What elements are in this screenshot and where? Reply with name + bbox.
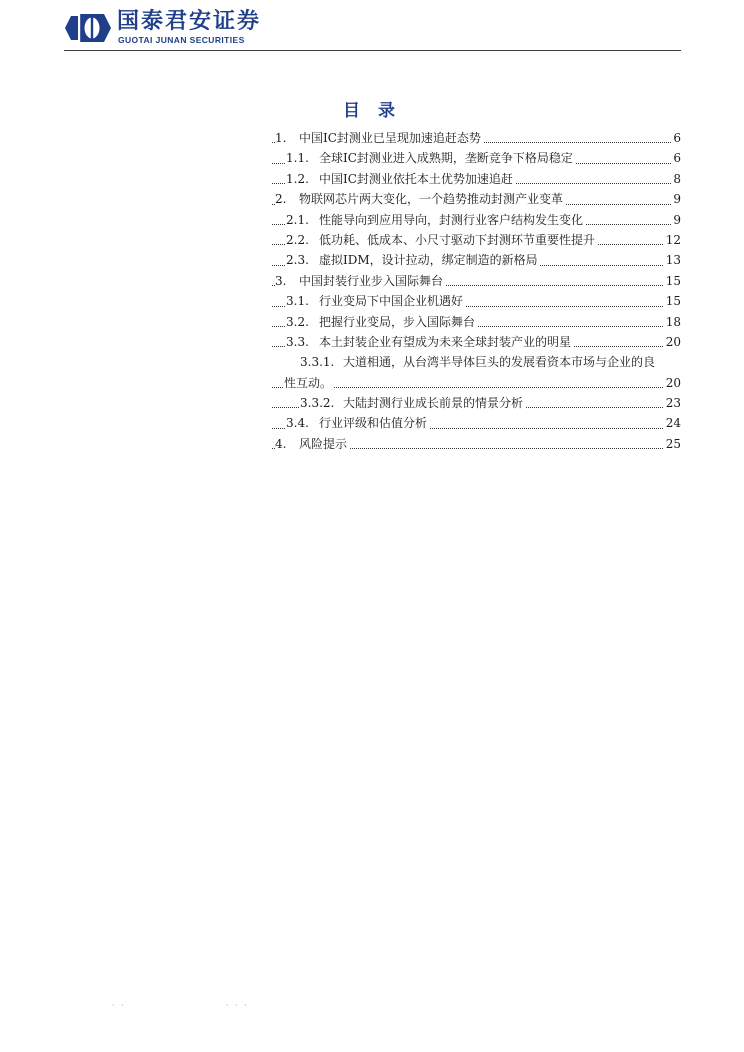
toc-entry[interactable]	[272, 230, 681, 250]
toc-entry-title: 行业变局下中国企业机遇好	[319, 294, 464, 309]
footer-mark: · ·	[112, 1001, 126, 1010]
toc-entry-number: 2.	[275, 192, 287, 207]
toc-entry-title: 中国封装行业步入国际舞台	[299, 273, 444, 288]
toc-entry-number: 3.2.	[286, 314, 309, 329]
page-header	[0, 0, 744, 52]
toc-entry-title: 大陆封测行业成长前景的情景分析	[343, 396, 524, 411]
toc-entry-number: 2.1.	[286, 212, 309, 227]
toc-entry-continuation[interactable]	[272, 373, 681, 393]
toc-entry-title: 本土封装企业有望成为未来全球封装产业的明星	[319, 334, 572, 349]
toc-entry-page: 6	[671, 148, 681, 168]
toc-entry-number: 3.	[275, 273, 287, 288]
toc-entry[interactable]	[272, 189, 681, 209]
toc-entry-title: 中国IC封测业已呈现加速追赶态势	[299, 131, 481, 145]
toc-entry-number: 4.	[275, 436, 287, 451]
toc-entry-page: 20	[664, 373, 681, 393]
toc-entry-title: 全球IC封测业进入成熟期，垄断竞争下格局稳定	[319, 151, 573, 166]
toc-entry-page: 24	[664, 413, 681, 433]
toc-entry[interactable]	[272, 169, 681, 189]
toc-entry-page: 15	[664, 291, 681, 311]
toc-entry[interactable]	[272, 352, 681, 372]
toc-entry[interactable]	[272, 271, 681, 291]
toc-entry-title: 大道相通，从台湾半导体巨头的发展看资本市场与企业的良	[343, 355, 656, 370]
toc-entry-number: 3.3.1.	[300, 355, 335, 370]
toc-entry-page: 18	[664, 312, 681, 332]
toc-entry-page: 8	[671, 169, 681, 189]
toc-entry-title: 低功耗、低成本、小尺寸驱动下封测环节重要性提升	[319, 232, 596, 247]
toc-entry-title: 风险提示	[299, 436, 348, 451]
toc-entry-page: 12	[664, 230, 681, 250]
toc-entry[interactable]	[272, 291, 681, 311]
toc-entry-number: 1.2.	[286, 171, 309, 186]
toc-entry-title: 行业评级和估值分析	[319, 416, 428, 431]
brand-name-en: GUOTAI JUNAN SECURITIES	[118, 35, 245, 45]
toc-entry[interactable]	[272, 128, 681, 148]
toc-entry-page: 13	[664, 250, 681, 270]
toc-entry-page: 9	[671, 189, 681, 209]
footer-mark: · · ·	[226, 1001, 249, 1010]
toc-entry-title: 把握行业变局，步入国际舞台	[319, 314, 476, 329]
table-of-contents	[272, 128, 681, 454]
toc-entry[interactable]	[272, 148, 681, 168]
toc-entry-title: 物联网芯片两大变化，一个趋势推动封测产业变革	[299, 192, 564, 207]
toc-entry-number: 1.1.	[286, 151, 309, 166]
brand-name-cn: 国泰君安证券	[117, 9, 262, 34]
toc-entry-number: 3.1.	[286, 294, 309, 309]
toc-entry[interactable]	[272, 434, 681, 454]
toc-entry[interactable]	[272, 250, 681, 270]
toc-entry-number: 2.2.	[286, 232, 309, 247]
toc-entry[interactable]	[272, 332, 681, 352]
toc-entry[interactable]	[272, 210, 681, 230]
toc-entry[interactable]	[272, 393, 681, 413]
toc-entry[interactable]	[272, 413, 681, 433]
toc-entry-number: 1.	[275, 131, 287, 145]
guotai-junan-logo-icon	[64, 13, 112, 43]
toc-entry-title: 中国IC封测业依托本土优势加速追赶	[319, 171, 513, 186]
toc-title: 目 录	[343, 101, 401, 121]
header-divider	[64, 50, 681, 51]
toc-entry-page: 20	[664, 332, 681, 352]
toc-entry-title: 虚拟IDM，设计拉动，绑定制造的新格局	[319, 253, 538, 268]
toc-entry-number: 3.4.	[286, 416, 309, 431]
toc-entry-title-continued: 性互动。	[284, 375, 333, 390]
toc-entry-number: 2.3.	[286, 253, 309, 268]
toc-entry-title: 性能导向到应用导向，封测行业客户结构发生变化	[319, 212, 584, 227]
toc-entry-page: 9	[671, 210, 681, 230]
toc-entry-number: 3.3.	[286, 334, 309, 349]
toc-entry-page: 23	[664, 393, 681, 413]
toc-entry-number: 3.3.2.	[300, 396, 335, 411]
toc-entry-page: 6	[671, 128, 681, 148]
toc-entry-page: 25	[664, 434, 681, 454]
toc-entry[interactable]	[272, 312, 681, 332]
toc-entry-page: 15	[664, 271, 681, 291]
